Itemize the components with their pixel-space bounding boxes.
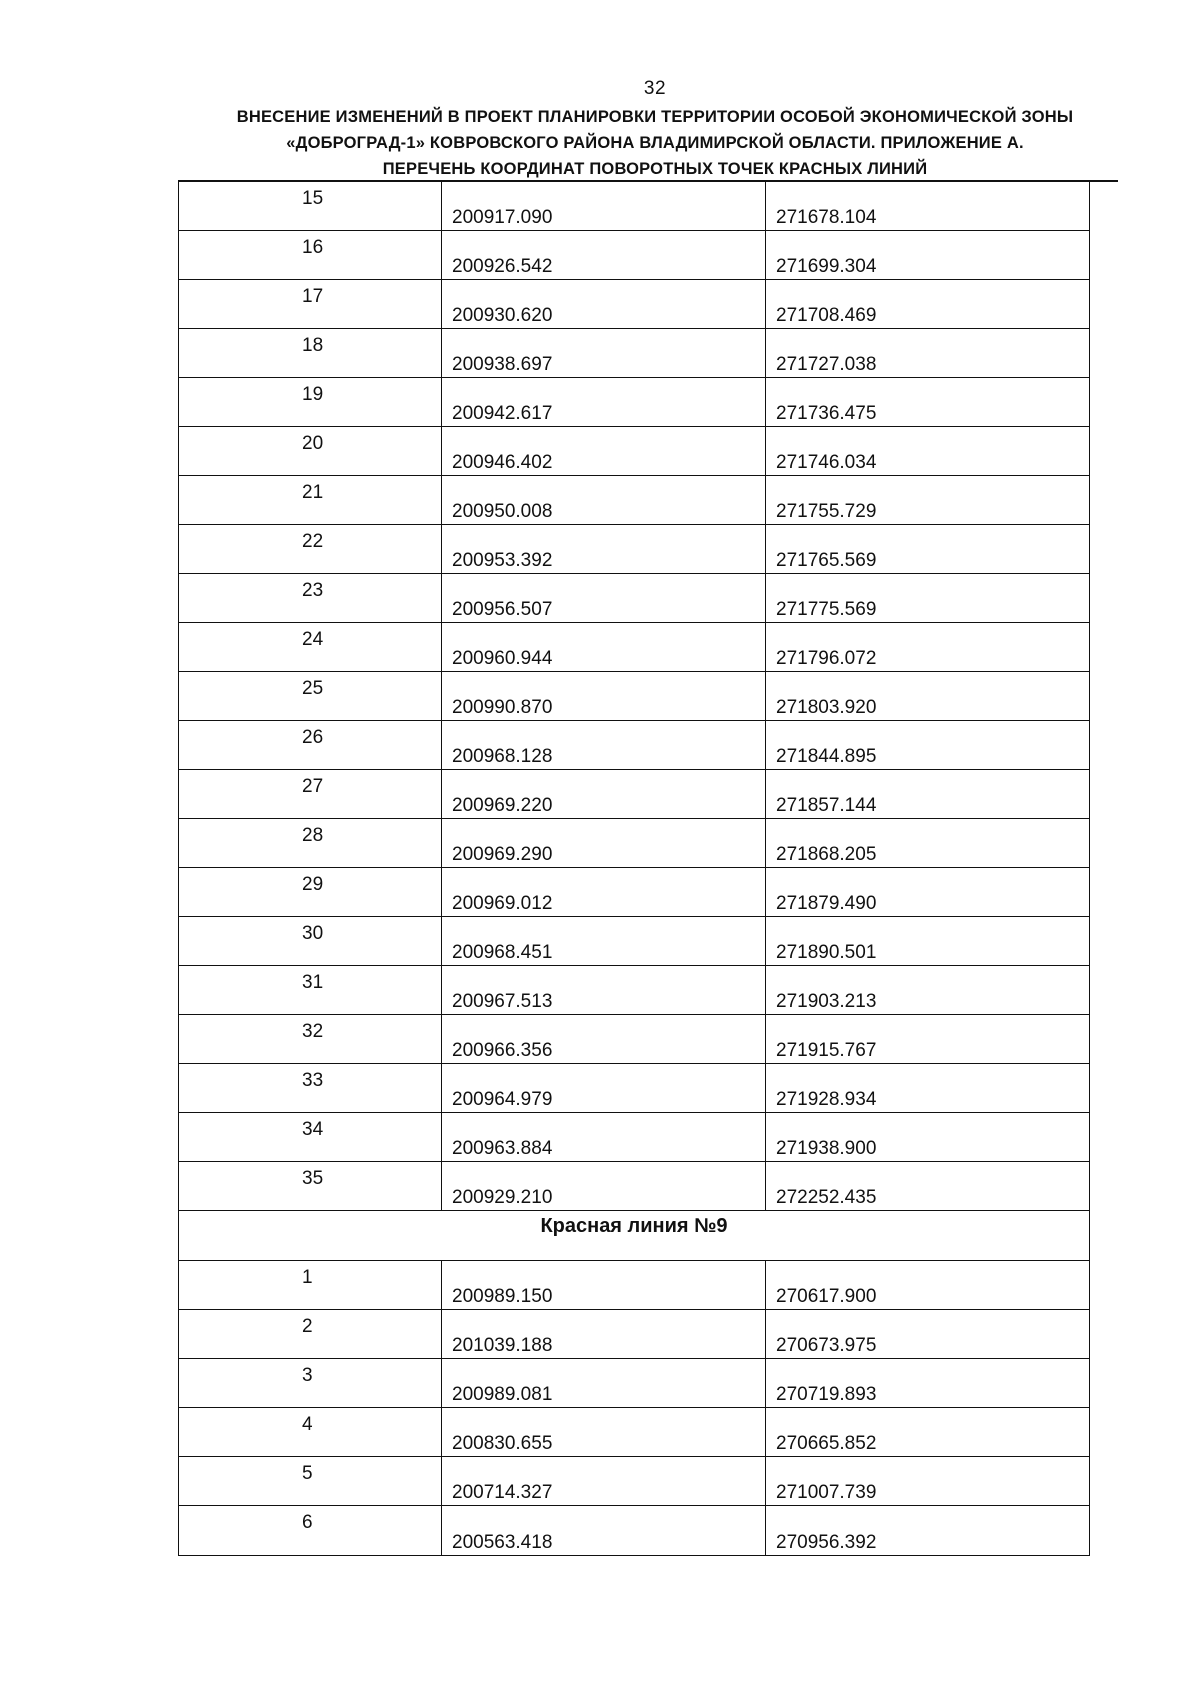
table-row [179, 623, 1089, 672]
y-coordinate-cell [766, 819, 1089, 867]
y-coordinate-cell [766, 231, 1089, 279]
section-title: Красная линия №9 [179, 1211, 1089, 1261]
x-coordinate: 200953.392 [452, 550, 553, 571]
point-number: 3 [302, 1365, 313, 1386]
point-number: 30 [302, 923, 324, 944]
point-number: 27 [302, 776, 324, 797]
y-coordinate-cell [766, 721, 1089, 769]
point-number: 23 [302, 580, 324, 601]
x-coordinate: 200990.870 [452, 697, 553, 718]
x-coordinate-cell [442, 1015, 766, 1063]
point-number: 4 [302, 1414, 313, 1435]
x-coordinate: 200969.012 [452, 893, 553, 914]
y-coordinate: 271844.895 [776, 746, 877, 767]
y-coordinate-cell [766, 476, 1089, 524]
x-coordinate-cell [442, 1113, 766, 1161]
x-coordinate: 200966.356 [452, 1040, 553, 1061]
point-number-cell [179, 966, 442, 1014]
y-coordinate-cell [766, 1310, 1089, 1358]
table-row [179, 1015, 1089, 1064]
x-coordinate: 200830.655 [452, 1433, 553, 1454]
x-coordinate-cell [442, 378, 766, 426]
point-number-cell [179, 672, 442, 720]
table-row [179, 1261, 1089, 1310]
point-number: 16 [302, 237, 324, 258]
y-coordinate: 271699.304 [776, 256, 877, 277]
y-coordinate: 270956.392 [776, 1532, 877, 1553]
point-number-cell [179, 721, 442, 769]
point-number-cell [179, 280, 442, 328]
table-row [179, 231, 1089, 280]
y-coordinate: 271928.934 [776, 1089, 877, 1110]
x-coordinate: 200989.081 [452, 1384, 553, 1405]
document-header [150, 104, 1160, 182]
point-number-cell [179, 231, 442, 279]
y-coordinate-cell [766, 672, 1089, 720]
point-number-cell [179, 378, 442, 426]
y-coordinate: 271007.739 [776, 1482, 877, 1503]
point-number-cell [179, 770, 442, 818]
y-coordinate: 270673.975 [776, 1335, 877, 1356]
point-number-cell [179, 329, 442, 377]
y-coordinate: 270719.893 [776, 1384, 877, 1405]
y-coordinate-cell [766, 574, 1089, 622]
point-number: 21 [302, 482, 324, 503]
point-number: 26 [302, 727, 324, 748]
x-coordinate-cell [442, 917, 766, 965]
point-number-cell [179, 1162, 442, 1210]
header-line-2: «ДОБРОГРАД-1» КОВРОВСКОГО РАЙОНА ВЛАДИМИРСКОЙ ОБЛАСТИ. ПРИЛОЖЕНИЕ А. [286, 134, 1024, 152]
x-coordinate: 200929.210 [452, 1187, 553, 1208]
table-row [179, 525, 1089, 574]
y-coordinate-cell [766, 1113, 1089, 1161]
point-number-cell [179, 623, 442, 671]
point-number: 6 [302, 1512, 313, 1533]
x-coordinate-cell [442, 1506, 766, 1555]
x-coordinate-cell [442, 1408, 766, 1456]
point-number-cell [179, 182, 442, 230]
point-number-cell [179, 819, 442, 867]
point-number-cell [179, 1506, 442, 1555]
y-coordinate-cell [766, 329, 1089, 377]
coordinates-table [178, 182, 1090, 1556]
table-row [179, 1506, 1089, 1555]
y-coordinate-cell [766, 770, 1089, 818]
x-coordinate: 200969.220 [452, 795, 553, 816]
point-number: 31 [302, 972, 324, 993]
table-row [179, 1457, 1089, 1506]
y-coordinate-cell [766, 1064, 1089, 1112]
x-coordinate: 200563.418 [452, 1532, 553, 1553]
page-number: 32 [643, 78, 667, 99]
table-row [179, 1359, 1089, 1408]
point-number: 19 [302, 384, 324, 405]
x-coordinate: 200964.979 [452, 1089, 553, 1110]
table-row [179, 966, 1089, 1015]
y-coordinate: 271708.469 [776, 305, 877, 326]
x-coordinate: 200917.090 [452, 207, 553, 228]
x-coordinate-cell [442, 574, 766, 622]
point-number: 34 [302, 1119, 324, 1140]
table-row [179, 574, 1089, 623]
x-coordinate-cell [442, 770, 766, 818]
point-number: 28 [302, 825, 324, 846]
x-coordinate-cell [442, 819, 766, 867]
y-coordinate: 271678.104 [776, 207, 877, 228]
y-coordinate: 271775.569 [776, 599, 877, 620]
table-row [179, 672, 1089, 721]
y-coordinate-cell [766, 623, 1089, 671]
point-number-cell [179, 1015, 442, 1063]
header-line-1: ВНЕСЕНИЕ ИЗМЕНЕНИЙ В ПРОЕКТ ПЛАНИРОВКИ ТЕРРИТОРИИ ОСОБОЙ ЭКОНОМИЧЕСКОЙ ЗОНЫ [236, 108, 1074, 126]
y-coordinate-cell [766, 1015, 1089, 1063]
x-coordinate-cell [442, 329, 766, 377]
y-coordinate-cell [766, 1359, 1089, 1407]
x-coordinate: 200714.327 [452, 1482, 553, 1503]
x-coordinate: 200989.150 [452, 1286, 553, 1307]
table-row [179, 868, 1089, 917]
point-number: 22 [302, 531, 324, 552]
point-number: 5 [302, 1463, 313, 1484]
y-coordinate-cell [766, 1457, 1089, 1505]
table-row [179, 917, 1089, 966]
header-line-3: ПЕРЕЧЕНЬ КООРДИНАТ ПОВОРОТНЫХ ТОЧЕК КРАСНЫХ ЛИНИЙ [382, 160, 928, 178]
x-coordinate-cell [442, 1310, 766, 1358]
y-coordinate-cell [766, 280, 1089, 328]
y-coordinate: 271803.920 [776, 697, 877, 718]
x-coordinate-cell [442, 868, 766, 916]
y-coordinate-cell [766, 868, 1089, 916]
point-number-cell [179, 917, 442, 965]
y-coordinate-cell [766, 966, 1089, 1014]
x-coordinate-cell [442, 623, 766, 671]
x-coordinate: 200926.542 [452, 256, 553, 277]
point-number: 29 [302, 874, 324, 895]
y-coordinate: 271857.144 [776, 795, 877, 816]
y-coordinate: 271796.072 [776, 648, 877, 669]
x-coordinate: 200946.402 [452, 452, 553, 473]
point-number: 1 [302, 1267, 313, 1288]
y-coordinate-cell [766, 182, 1089, 230]
table-row [179, 427, 1089, 476]
y-coordinate-cell [766, 1506, 1089, 1555]
x-coordinate-cell [442, 525, 766, 573]
x-coordinate: 200960.944 [452, 648, 553, 669]
y-coordinate: 270665.852 [776, 1433, 877, 1454]
point-number-cell [179, 476, 442, 524]
y-coordinate: 271765.569 [776, 550, 877, 571]
y-coordinate: 271915.767 [776, 1040, 877, 1061]
table-row [179, 280, 1089, 329]
x-coordinate: 200969.290 [452, 844, 553, 865]
y-coordinate: 271755.729 [776, 501, 877, 522]
point-number-cell [179, 1359, 442, 1407]
x-coordinate-cell [442, 476, 766, 524]
y-coordinate: 271868.205 [776, 844, 877, 865]
point-number: 24 [302, 629, 324, 650]
x-coordinate: 201039.188 [452, 1335, 553, 1356]
point-number: 35 [302, 1168, 324, 1189]
point-number: 32 [302, 1021, 324, 1042]
point-number-cell [179, 1310, 442, 1358]
x-coordinate-cell [442, 1457, 766, 1505]
table-row [179, 770, 1089, 819]
x-coordinate: 200968.128 [452, 746, 553, 767]
y-coordinate-cell [766, 427, 1089, 475]
point-number: 15 [302, 188, 324, 209]
point-number-cell [179, 525, 442, 573]
y-coordinate: 270617.900 [776, 1286, 877, 1307]
y-coordinate: 271890.501 [776, 942, 877, 963]
y-coordinate-cell [766, 1408, 1089, 1456]
x-coordinate-cell [442, 672, 766, 720]
point-number: 17 [302, 286, 324, 307]
y-coordinate: 271879.490 [776, 893, 877, 914]
x-coordinate: 200938.697 [452, 354, 553, 375]
x-coordinate-cell [442, 1064, 766, 1112]
y-coordinate-cell [766, 1162, 1089, 1210]
y-coordinate-cell [766, 1261, 1089, 1309]
point-number-cell [179, 1113, 442, 1161]
x-coordinate: 200950.008 [452, 501, 553, 522]
y-coordinate-cell [766, 525, 1089, 573]
table-row [179, 721, 1089, 770]
x-coordinate: 200968.451 [452, 942, 553, 963]
point-number: 2 [302, 1316, 313, 1337]
x-coordinate: 200930.620 [452, 305, 553, 326]
table-row [179, 1162, 1089, 1211]
table-row [179, 819, 1089, 868]
x-coordinate: 200942.617 [452, 403, 553, 424]
x-coordinate-cell [442, 1261, 766, 1309]
x-coordinate-cell [442, 721, 766, 769]
x-coordinate-cell [442, 182, 766, 230]
table-row [179, 182, 1089, 231]
point-number-cell [179, 868, 442, 916]
table-row [179, 329, 1089, 378]
point-number: 25 [302, 678, 324, 699]
y-coordinate-cell [766, 378, 1089, 426]
point-number: 20 [302, 433, 324, 454]
point-number-cell [179, 1408, 442, 1456]
x-coordinate-cell [442, 1359, 766, 1407]
point-number-cell [179, 574, 442, 622]
point-number-cell [179, 1064, 442, 1112]
x-coordinate: 200956.507 [452, 599, 553, 620]
x-coordinate-cell [442, 231, 766, 279]
point-number-cell [179, 1261, 442, 1309]
table-row [179, 476, 1089, 525]
table-row [179, 1408, 1089, 1457]
y-coordinate: 271736.475 [776, 403, 877, 424]
y-coordinate: 271746.034 [776, 452, 877, 473]
point-number-cell [179, 427, 442, 475]
point-number: 18 [302, 335, 324, 356]
x-coordinate-cell [442, 280, 766, 328]
x-coordinate: 200963.884 [452, 1138, 553, 1159]
y-coordinate: 271938.900 [776, 1138, 877, 1159]
x-coordinate-cell [442, 966, 766, 1014]
y-coordinate: 271903.213 [776, 991, 877, 1012]
table-row [179, 1113, 1089, 1162]
table-row [179, 378, 1089, 427]
x-coordinate-cell [442, 427, 766, 475]
table-row [179, 1310, 1089, 1359]
x-coordinate: 200967.513 [452, 991, 553, 1012]
y-coordinate: 272252.435 [776, 1187, 877, 1208]
x-coordinate-cell [442, 1162, 766, 1210]
y-coordinate-cell [766, 917, 1089, 965]
table-row [179, 1064, 1089, 1113]
point-number-cell [179, 1457, 442, 1505]
y-coordinate: 271727.038 [776, 354, 877, 375]
point-number: 33 [302, 1070, 324, 1091]
